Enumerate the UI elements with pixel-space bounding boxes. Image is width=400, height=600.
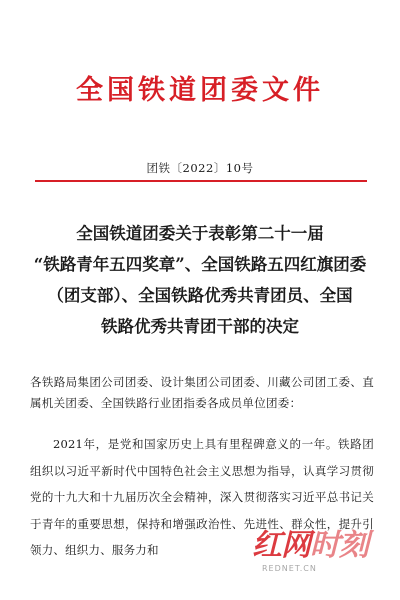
addressee-paragraph: 各铁路局集团公司团委、设计集团公司团委、川藏公司团工委、直属机关团委、全国铁路行业团指委各成员单位团委： <box>30 375 374 410</box>
watermark-tail: 时刻 <box>310 528 368 563</box>
document-heading <box>20 218 380 342</box>
rednet-watermark-logo <box>252 520 378 580</box>
heading-line: 全国铁道团委关于表彰第二十一届 <box>76 224 324 243</box>
heading-line: “铁路青年五四奖章”、全国铁路五四红旗团委 <box>33 255 367 274</box>
body-paragraph: 2021年，是党和国家历史上具有里程碑意义的一年。铁路团组织以习近平新时代中国特色社会主义思想为指导，认真学习贯彻党的十九大和十九届历次全会精神，深入贯彻落实习近平总书记关于青年的重要思想，保持和增强政治性、先进性、群众性，提升引领力、组织力、服务力和 <box>30 437 374 557</box>
watermark-main: 红网 <box>252 528 310 563</box>
heading-line: 铁路优秀共青团干部的决定 <box>101 317 299 336</box>
heading-line: （团支部）、全国铁路优秀共青团员、全国 <box>47 286 353 305</box>
document-number: 团铁〔2022〕10号 <box>146 161 254 175</box>
watermark-text <box>252 520 368 564</box>
document-header-title: 全国铁道团委文件 <box>76 75 324 106</box>
header-divider <box>35 180 367 182</box>
watermark-sub: REDNET.CN <box>262 564 317 573</box>
